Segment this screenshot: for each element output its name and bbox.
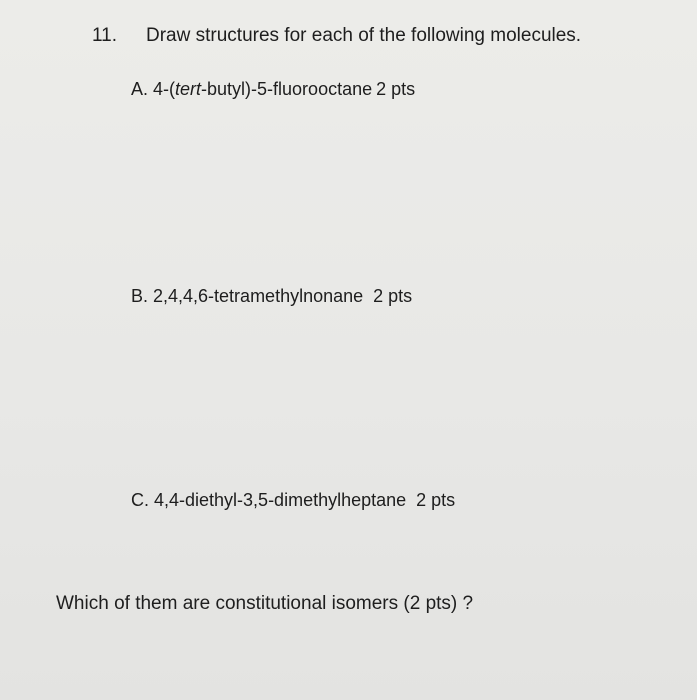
question-prompt: Draw structures for each of the following molecules.	[146, 25, 582, 46]
part-a-italic: tert	[175, 79, 202, 99]
part-b	[131, 286, 412, 307]
part-b-points: 2 pts	[373, 286, 413, 306]
part-a-prefix: A. 4-(	[131, 79, 176, 99]
part-c-label: C. 4,4-diethyl-3,5-dimethylheptane	[131, 490, 407, 510]
part-c-points: 2 pts	[416, 490, 456, 510]
question-number: 11.	[92, 25, 118, 46]
part-a	[131, 79, 415, 100]
part-a-suffix: -butyl)-5-fluorooctane	[201, 79, 373, 99]
part-c	[131, 490, 455, 511]
part-a-points: 2 pts	[376, 79, 416, 99]
part-b-label: B. 2,4,4,6-tetramethylnonane	[131, 286, 364, 306]
isomer-question: Which of them are constitutional isomers (2 pts) ?	[56, 593, 474, 614]
